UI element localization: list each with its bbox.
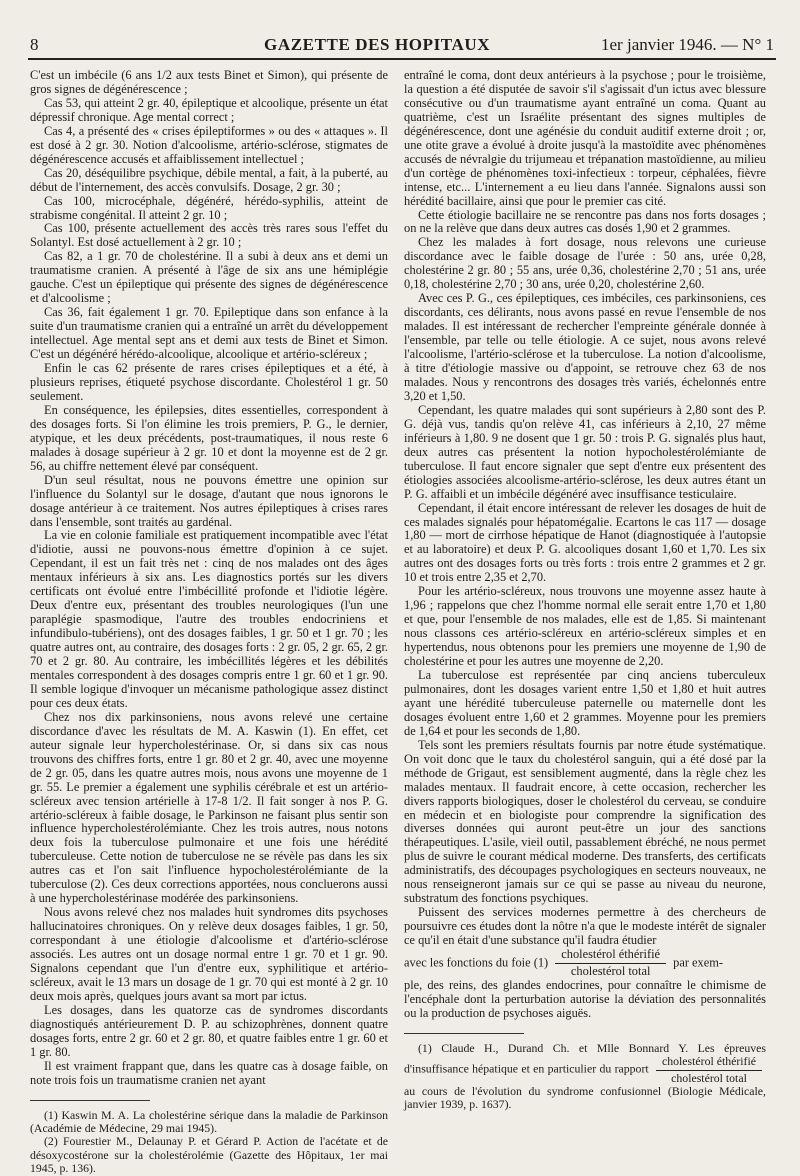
paragraph: Cas 36, fait également 1 gr. 70. Epileptique dans son enfance à la suite d'un traumatisme cranien qui a entraîné un arrêt du développement intellectuel. Age mental sept ans et demi aux tests de Binet et Simon. C'est un dégénéré hérédo-alcoolique, alcoolique et artério-scléreux ; — [30, 305, 388, 362]
paragraph: Cas 4, a présenté des « crises épileptiformes » ou des « attaques ». Il est dosé à 2 gr. 30. Notion d'alcoolisme, artério-sclérose, stigmates de dégénérescence accusés et affaiblissement intellectuel ; — [30, 123, 388, 166]
footnotes — [30, 1109, 388, 1176]
paragraph: Cas 53, qui atteint 2 gr. 40, épileptique et alcoolique, présente un état dépressif chronique. Age mental correct ; — [30, 95, 388, 124]
paragraph: Nous avons relevé chez nos malades huit syndromes dits psychoses hallucinatoires chroniques. On y relève deux dosages faibles, 1 gr. 50, correspondant à une étiologie d'alcoolisme et d'artério-sclérose associés. Les autres ont un dosage normal entre 1 gr. 70 et 1 gr. 90. Signalons cependant que l'un d'entre eux, syphilitique et artério-scléreux, avait le 13 mars un dosage de 1 gr. 70 qui est monté à 2 gr. 10 deux mois après, quelques jours avant sa mort par ictus. — [30, 905, 388, 1003]
paragraph: Cette étiologie bacillaire ne se rencontre pas dans nos forts dosages ; on ne la relève que dans deux autres cas dosés 1,90 et 2 grammes. — [404, 207, 766, 236]
fraction-lead-text: avec les fonctions du foie (1) — [404, 955, 549, 970]
footnote-tail: au cours de l'évolution du syndrome confusionnel (Biologie Médicale, janvier 1939, p. 1637). — [404, 1084, 766, 1112]
paragraph: Cas 82, a 1 gr. 70 de cholestérine. Il a subi à deux ans et demi un traumatisme cranien. A présenté à l'âge de six ans une hémiplégie gauche. C'est un épileptique qui présente des signes de dégénérescence et d'alcoolisme ; — [30, 249, 388, 306]
paragraph: Avec ces P. G., ces épileptiques, ces imbéciles, ces parkinsoniens, ces discordants, ces délirants, nous avons passé en revue l'ensemble de nos malades. Il est intéressant de rechercher l'empreinte générale donnée à l'ensemble, par telle ou telle étiologie. A ce sujet, nous avons relevé l'alcoolisme, l'artério-sclérose et la tuberculose. La notion d'alcoolisme, à titre d'étiologie massive ou d'appoint, se retrouve chez 63 de nos malades. Nous y rencontrons des dosages très variés, échelonnés entre 3,20 et 1,50. — [404, 291, 766, 403]
paragraph: La tuberculose est représentée par cinq anciens tuberculeux pulmonaires, dont les dosages varient entre 1,50 et 1,80 et huit autres ayant une hérédité tuberculeuse paternelle ou maternelle dont les dosages évoluent entre 1,60 et 2 grammes. Moyenne pour les premiers de 1,64 et pour les seconds de 1,80. — [404, 667, 766, 738]
paragraph: D'un seul résultat, nous ne pouvons émettre une opinion sur l'influence du Solantyl sur le dosage, d'autant que nous ignorons le dosage antérieur à ce traitement. Nos autres épileptiques à crises rares dans l'ensemble, sont traités au gardénal. — [30, 472, 388, 529]
left-column — [30, 69, 388, 1176]
footnotes — [404, 1042, 766, 1112]
paragraph: La vie en colonie familiale est pratiquement incompatible avec l'état d'idiotie, aussi ne pouvons-nous émettre d'opinion à ce sujet. Cependant, il est un fait très net : cinq de nos malades ont des âges mentaux inférieurs à six ans. Les diagnostics portés sur les divers certificats ont évolué entre l'imbécillité profonde et l'idiotie légère. Deux d'entre eux, présentant des troubles neurologiques (l'un une paraplégie spasmodique, l'autre des troubles endocriniens et infundibulo-tubériens), ont des dosages faibles, 1 gr. 50 et 1 gr. 70 ; les quatre autres ont, au contraire, des dosages forts : 2 gr. 05, 2 gr. 65, 2 gr. 70 et 2 gr. 80. Au contraire, les imbécillités légères et les débilités mentales correspondent à des dosages compris entre 1 gr. 60 et 1 gr. 90. Il semble logique d'invoquer un mécanisme pathologique assez distinct pour ces deux états. — [30, 528, 388, 710]
issue-date: 1er janvier 1946. — N° 1 — [601, 35, 774, 54]
paragraph: Chez les malades à fort dosage, nous relevons une curieuse discordance avec le faible dosage de l'urée : 50 ans, urée 0,28, cholestérine 2 gr. 80 ; 55 ans, urée 0,36, cholestérine 2,70 ; 51 ans, urée 0,18, cholestérine 2,70 ; 30 ans, urée 0,20, cholestérine 2,60. — [404, 235, 766, 292]
paragraph: Puissent des services modernes permettre à des chercheurs de poursuivre ces études dont la nôtre n'a que le modeste intérêt de signaler ce qu'il en était d'une substance qu'il faudra étudier — [404, 905, 766, 948]
footnote-rule — [30, 1100, 150, 1101]
cholesterol-ratio-fraction — [555, 948, 666, 979]
footnote-fraction — [656, 1055, 762, 1085]
paragraph: Pour les artério-scléreux, nous trouvons une moyenne assez haute à 1,96 ; rappelons que chez l'homme normal elle serait entre 1,70 et 1,80 et que, pour l'ensemble de nos malades, elle est de 1,85. Si maintenant nous classons ces artério-scléreux en artério-scléreux simples et en hypertendus, nous obtenons pour les premiers une moyenne de 1,90 de cholestérine et pour les autres une moyenne de 2,20. — [404, 584, 766, 669]
paragraph: ple, des reins, des glandes endocrines, pour connaître le chimisme de l'encéphale dont la perturbation autorise la déviation des personnalités ou la production de psychoses aiguës. — [404, 977, 766, 1020]
footnote: (1) Kaswin M. A. La cholestérine sérique dans la maladie de Parkinson (Académie de Médecine, 29 mai 1945). — [30, 1107, 388, 1135]
paragraph: C'est un imbécile (6 ans 1/2 aux tests Binet et Simon), qui présente de gros signes de dégénérescence ; — [30, 68, 388, 96]
page-number: 8 — [30, 35, 39, 54]
paragraph: Il est vraiment frappant que, dans les quatre cas à dosage faible, on note trois fois un traumatisme cranien net ayant — [30, 1058, 388, 1087]
paragraph: Cependant, il était encore intéressant de relever les dosages de huit de ces malades signalés pour hépatomégalie. Ecartons le cas 117 — dosage 1,80 — mort de cirrhose hépatique de Hanot (diagnostiquée à l'autopsie et au laboratoire) et deux P. G. alcooliques dosant 1,60 et 1,70. Les six autres ont des dosages forts ou très forts : trois entre 2 grammes et 2 gr. 10 et trois entre 2,35 et 2,70. — [404, 500, 766, 585]
footnote-fraction-denominator: cholestérol total — [671, 1070, 747, 1085]
fraction-numerator: cholestérol éthérifié — [555, 948, 666, 964]
footnote-rule — [404, 1033, 524, 1034]
paragraph: entraîné le coma, dont deux antérieurs à la psychose ; pour le troisième, la question a été disputée de savoir s'il s'agissait d'un ictus avec blessure consécutive ou d'un traumatisme ayant entraîné un coma. Quant au quatrième, c'est un Israélite présentant des signes multiples de dégénérescence, dont une agénésie du conduit auditif externe droit ; or, une otite grave a évolué à droite jusqu'à la mastoïdite avec phénomènes accusés de névralgie du trijumeau et trépanation mastoïdienne, au milieu d'un cortège de phénomènes toxi-infectieux : torpeur, céphalées, fièvre intense, etc... L'internement a eu lieu dans l'année. Signalons aussi son hérédité bacillaire, ainsi que pour le premier cas cité. — [404, 68, 766, 208]
journal-title: GAZETTE DES HOPITAUX — [264, 35, 491, 54]
page-header — [28, 34, 776, 60]
footnote-intro: (1) Claude H., Durand Ch. et Mlle Bonnard Y. Les épreuves d'insuffisance hépatique et en particulier du rapport — [404, 1040, 766, 1076]
fraction-line — [404, 948, 766, 979]
paragraph: Cependant, les quatre malades qui sont supérieurs à 2,80 sont des P. G. déjà vus, tandis qu'on relève 41, cas inférieurs à 2,10, 27 même inférieurs à 1,80. 9 ne dosent que 1 gr. 50 : trois P. G. signalés plus haut, deux autres cas présentent la notion hypocholestérolémiante de tuberculose. Il faut encore signaler que sept d'entre eux présentent des étiologies associées alcoolisme-artério-sclérose, les deux autres étant un P. G. affaibli et un imbécile dégénéré avec insuffisance testiculaire. — [404, 402, 766, 501]
paragraph: Cas 20, déséquilibre psychique, débile mental, a fait, à la puberté, au début de l'internement, des accès convulsifs. Dosage, 2 gr. 30 ; — [30, 165, 388, 194]
footnote-fraction-numerator: cholestérol éthérifié — [656, 1055, 762, 1070]
footnote: (2) Fourestier M., Delaunay P. et Gérard P. Action de l'acétate et de désoxycostérone sur la cholestérolémie (Gazette des Hôpitaux, 1er mai 1945, p. 136). — [30, 1134, 388, 1176]
fraction-trail-text: par exem- — [673, 955, 724, 970]
paragraph: Les dosages, dans les quatorze cas de syndromes discordants diagnostiqués antérieurement D. P. au schizophrènes, donnent quatre dosages forts, entre 2 gr. 60 et 2 gr. 80, et quatre faibles entre 1 gr. 60 et 1 gr. 80. — [30, 1002, 388, 1059]
paragraph: Cas 100, présente actuellement des accès très rares sous l'effet du Solantyl. Est dosé actuellement à 2 gr. 10 ; — [30, 221, 388, 250]
paragraph: En conséquence, les épilepsies, dites essentielles, correspondent à des dosages forts. Si l'on élimine les trois premiers, P. G., le dernier, atypique, et les deux précédents, post-traumatiques, il nous reste 6 malades à dosage supérieur à 2 gr. 10 et dont la moyenne est de 2 gr. 56, au chiffre nettement élevé par conséquent. — [30, 402, 388, 473]
fraction-denominator: cholestérol total — [570, 964, 651, 978]
footnote — [404, 1042, 766, 1112]
right-column — [404, 69, 766, 1112]
paragraph: Cas 100, microcéphale, dégénéré, hérédo-syphilis, atteint de strabisme congénital. Il atteint 2 gr. 10 ; — [30, 193, 388, 222]
paragraph: Enfin le cas 62 présente de rares crises épileptiques et a été, à plusieurs reprises, étiqueté psychose discordante. Cholestérol 1 gr. 50 seulement. — [30, 361, 388, 403]
paragraph: Tels sont les premiers résultats fournis par notre étude systématique. On voit donc que le taux du cholestérol sanguin, qui a été dosé par la méthode de Grigaut, est sensiblement augmenté, dans la règle chez les malades mentaux. Il faudrait encore, à cette occasion, rechercher les divers rapports biologiques, doser le cholestérol du cerveau, se conduire en médecin et en biologiste pour comprendre la signification des diverses données qui auront peut-être un jour des sanctions thérapeutiques. L'asile, vieil outil, passablement ébréché, ne nous permet plus de suivre le courant médical moderne. Des transferts, des certificats administratifs, des découpages psychologiques en secteurs nouveaux, ne nous renseigneront jamais sur ce qui se passe au niveau du neurone, substratum des fonctions psychiques. — [404, 737, 766, 906]
paragraph: Chez nos dix parkinsoniens, nous avons relevé une certaine discordance d'avec les résultats de M. A. Kaswin (1). En effet, cet auteur signale leur hypercholestérinase. Or, si dans six cas nous trouvons des chiffres forts, entre 1 gr. 80 et 2 gr. 40, avec une moyenne de 2 gr. 05, dans les quatre autres mois, nous avons une moyenne de 1 gr. 55. Le premier a également une syphilis cérébrale et est un artério-scléreux avec tension artérielle à 17-8 1/2. Il fait songer à nos P. G. artério-scléreux à faible dosage, le Parkinson ne faisant plus sentir son influence hypercholestérolémiante. Chez les trois autres, nous notons deux fois la tuberculose pulmonaire et une fois une hérédité tuberculeuse. Cette notion de tuberculose ne se révèle pas dans les six autres cas et l'on sait l'influence hypocholestérolémiante de la tuberculose (2). Ces deux corrections apportées, nous concluerons aussi à une hypercholestérinase modérée des parkinsoniens. — [30, 709, 388, 906]
